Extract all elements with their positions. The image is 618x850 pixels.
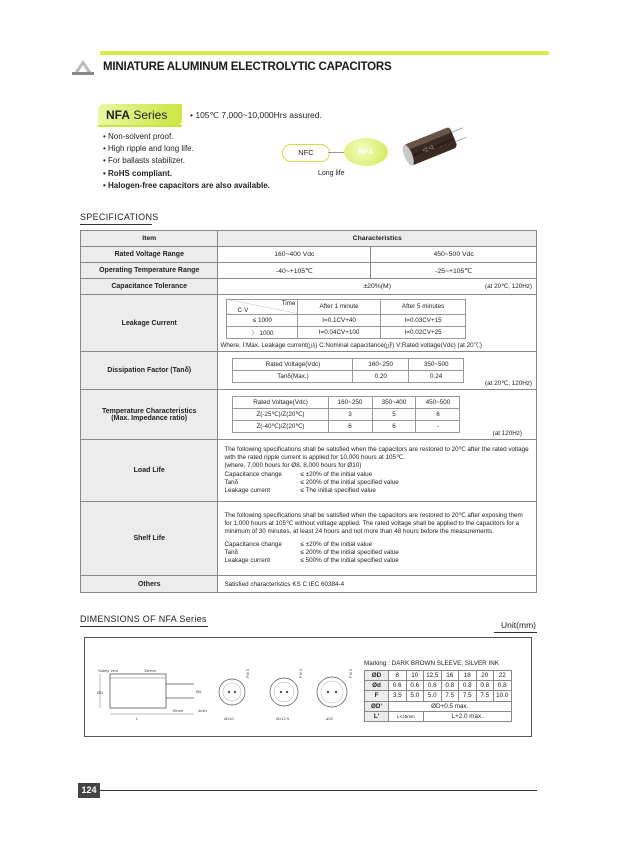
table-row (81, 502, 537, 576)
load-life-text: The following specifications shall be satisfied when the capacitors are restored to 20℃ after the rated voltage with the rated ripple current is applied for 10,000 hours at 105℃. (224, 445, 529, 461)
page-number: 124 (78, 783, 100, 798)
sl-key: Tanδ (224, 548, 239, 556)
dim-cell: 0.8 (494, 681, 512, 691)
ll-val: ≤ The initial specified value (300, 487, 376, 495)
df-range-1: 160~250 (353, 359, 408, 371)
feature-item: • Non-solvent proof. (103, 132, 174, 141)
dim-header-D: ØD (365, 671, 389, 681)
series-name: NFA (106, 108, 130, 122)
flow-from-badge: NFC (282, 144, 330, 162)
length-label: L (136, 716, 139, 721)
specifications-heading-underline (80, 224, 152, 225)
flow-caption: Long life (318, 170, 345, 177)
dissipation-subtable (232, 358, 464, 383)
ll-val: ≤ 200% of the initial specified value (300, 478, 399, 486)
sl-val: ≤ 200% of the initial specified value (300, 548, 399, 556)
dim-header-Lp-label: L' (373, 712, 380, 720)
table-row (81, 576, 537, 593)
dim-cell: 0.8 (441, 681, 459, 691)
life-assured: • 105℃ 7,000~10,000Hrs assured. (190, 110, 322, 120)
temperature-note: (at 120Hz) (492, 430, 522, 437)
dim-cell: 0.6 (389, 681, 407, 691)
op-temp-label: Operating Temperature Range (81, 263, 218, 279)
page-title: MINIATURE ALUMINUM ELECTROLYTIC CAPACITORS (103, 61, 392, 73)
dimensions-heading: DIMENSIONS OF NFA Series (80, 614, 207, 624)
pitch-label: P±0.5 (299, 668, 303, 678)
leakage-note: Where, I:Max. Leakage current(㎂) C:Nominal capacitance(㎌) V:Rated voltage(Vdc) (at 20℃) (220, 341, 482, 349)
after-1min-header: After 1 minute (298, 299, 380, 314)
table-row (81, 295, 537, 352)
table-row (81, 352, 537, 390)
df-range-2: 350~500 (408, 359, 464, 371)
specifications-heading: SPECIFICATIONS (80, 212, 159, 222)
feature-item: • High ripple and long life. (103, 144, 194, 154)
dim-header-Lp (365, 711, 389, 721)
dim-cell: 5.0 (424, 691, 442, 701)
specifications-table (80, 230, 537, 593)
shelf-life-text: The following specifications shall be satisfied when the capacitors are restored to 20℃ after exposing them for 1,000 hours at 105℃ without voltage applied. The rated voltage shall be applied to the capacitors for a minimum of 30 minutes, at least 24 hours and not more than 48 hours before the measurements. (224, 511, 523, 536)
tc-range-2: 350~400 (372, 397, 416, 409)
dim-cell: 7.5 (441, 691, 459, 701)
table-row (81, 247, 537, 263)
temperature-label-line-1: Temperature Characteristics (102, 407, 197, 415)
table-row (81, 390, 537, 440)
unit-label: Unit(mm) (501, 620, 536, 630)
flow-to-badge: NFA (344, 138, 388, 166)
tc-value: 6 (372, 421, 416, 433)
dim-cell: 0.6 (406, 681, 424, 691)
feature-list (103, 131, 270, 192)
shelf-life-cell (218, 502, 537, 576)
dim-cell: 10 (406, 671, 424, 681)
after-5min-header: After 5 minutes (380, 299, 466, 314)
dim-cell: 22 (494, 671, 512, 681)
feature-item-bold: • RoHS compliant. (103, 168, 173, 178)
feature-item-bold: • Halogen-free capacitors are also available. (103, 180, 270, 190)
tc-voltage-header: Rated Voltage(Vdc) (233, 397, 328, 409)
series-badge-underline (98, 125, 182, 127)
load-life-text-2: (where, 7,000 hours for Ø8, 8,000 hours for Ø10) (224, 462, 362, 470)
df-value-2: 0.24 (408, 371, 464, 383)
dim-cell-Dp: ØD+0.5 max. (389, 701, 512, 711)
tc-value: 3 (328, 409, 372, 421)
leak-1min-1: I=0.1CV+40 (298, 314, 380, 326)
safety-vent-label: Safety vent (98, 668, 119, 673)
temperature-label-line-2: (Max. Impedance ratio) (111, 414, 188, 422)
table-row (81, 279, 537, 295)
dim-cell: 10.0 (494, 691, 512, 701)
brand-logo-icon (70, 58, 96, 76)
leak-1min-2: I=0.04CV+100 (298, 326, 380, 338)
cv-time-corner (227, 299, 298, 314)
load-life-cell (218, 440, 537, 502)
cv-range-2: 〉 1000 (227, 326, 298, 338)
table-header-row (81, 231, 537, 247)
min-15-label: 15mm (172, 708, 184, 713)
dimensions-table (364, 670, 512, 722)
leakage-label: Leakage Current (81, 295, 218, 352)
capacitor-dimension-drawing (94, 660, 356, 726)
dissipation-cell (218, 352, 537, 390)
leakage-cell (218, 295, 537, 352)
ll-key: Leakage current (224, 487, 270, 495)
rated-voltage-label: Rated Voltage Range (81, 247, 218, 263)
dim-cell: 16 (441, 671, 459, 681)
table-row (365, 691, 512, 701)
dim-cell: 12.5 (424, 671, 442, 681)
cv-range-1: ≤ 1000 (227, 314, 298, 326)
unit-underline (494, 632, 537, 633)
tc-range-1: 160~250 (328, 397, 372, 409)
dim-header-Dp: ØD' (365, 701, 389, 711)
dim-cell: 8 (389, 671, 407, 681)
tc-value: 5 (372, 409, 416, 421)
table-row (365, 671, 512, 681)
pitch-label: P±0.5 (246, 668, 250, 678)
shelf-life-label: Shelf Life (81, 502, 218, 576)
tc-value: 6 (416, 409, 460, 421)
drawing-label-d125: Ø≥12.5 (276, 716, 290, 721)
table-row (365, 681, 512, 691)
op-temp-value-1: -40~+105℃ (218, 263, 371, 279)
drawing-label-d10: Ø≤10 (224, 716, 234, 721)
rated-voltage-value-1: 160~400 Vdc (218, 247, 371, 263)
ll-val: ≤ ±20% of the initial value (300, 470, 373, 478)
dim-cell: 5.0 (406, 691, 424, 701)
dim-cell: 0.8 (476, 681, 494, 691)
dim-cell: 3.5 (389, 691, 407, 701)
cap-tol-value: ±20%(M) (363, 283, 391, 290)
others-label: Others (81, 576, 218, 593)
temperature-label (81, 390, 218, 440)
op-temp-value-2: -25~+105℃ (371, 263, 537, 279)
others-value: Satisfied characteristics KS C IEC 60384-4 (218, 576, 537, 593)
drawing-label-d20: ø20 (326, 716, 333, 721)
dim-cell: 7.5 (476, 691, 494, 701)
wire-label: Ød (196, 689, 202, 694)
leakage-subtable (226, 299, 466, 339)
load-life-label: Load Life (81, 440, 218, 502)
dim-cell: 0.6 (424, 681, 442, 691)
dim-cell: 20 (476, 671, 494, 681)
flow-arrow (328, 152, 344, 153)
df-voltage-header: Rated Voltage(Vdc) (233, 359, 353, 371)
tc-value: 6 (328, 421, 372, 433)
tc-ratio-25: Z(-25℃)/Z(20℃) (233, 409, 328, 421)
cv-label: C·V (237, 306, 249, 314)
ll-key: Capacitance change (224, 470, 282, 478)
sleeve-label: Sleeve (144, 668, 157, 673)
pitch-label: P±0.5 (349, 668, 353, 678)
dim-cell: 18 (459, 671, 477, 681)
dim-cell-Lp-condition: L<15mm (389, 711, 424, 721)
df-tan-label: Tanδ(Max.) (233, 371, 353, 383)
time-label: Time (281, 299, 296, 307)
table-row (81, 440, 537, 502)
diameter-label: ØD (97, 690, 103, 695)
dim-header-F: F (365, 691, 389, 701)
cap-tol-note: (at 20℃, 120Hz) (485, 283, 532, 290)
ll-key: Tanδ (224, 478, 239, 486)
cap-tol-cell (218, 279, 537, 295)
temperature-subtable (232, 396, 460, 433)
tc-value: - (416, 421, 460, 433)
marking-note: Marking : DARK BROWN SLEEVE, SILVER INK (364, 660, 499, 667)
table-row (365, 711, 512, 721)
tc-range-3: 450~500 (416, 397, 460, 409)
leak-5min-1: I=0.03CV+15 (380, 314, 466, 326)
dissipation-label: Dissipation Factor (Tanδ) (81, 352, 218, 390)
rated-voltage-value-2: 450~500 Vdc (371, 247, 537, 263)
feature-item: • For ballasts stabilizer. (103, 156, 185, 166)
dimensions-heading-underline (80, 626, 208, 627)
leak-5min-2: I=0.02CV+25 (380, 326, 466, 338)
capacitor-photo-icon (400, 124, 468, 170)
col-characteristics-header: Characteristics (218, 231, 537, 247)
svg-text:◁ ◁: ◁ ◁ (421, 144, 435, 155)
table-row (81, 263, 537, 279)
cap-tol-label: Capacitance Tolerance (81, 279, 218, 295)
sl-val: ≤ 500% of the initial specified value (300, 557, 399, 565)
series-title (106, 108, 167, 122)
sl-val: ≤ ±20% of the initial value (300, 540, 373, 548)
temperature-cell (218, 390, 537, 440)
table-row (365, 701, 512, 711)
dim-header-d: Ød (365, 681, 389, 691)
tc-ratio-40: Z(-40℃)/Z(20℃) (233, 421, 328, 433)
col-item-header: Item (81, 231, 218, 247)
dissipation-note: (at 20℃, 120Hz) (485, 380, 532, 387)
dim-cell-Lp: L+2.0 max. (424, 711, 512, 721)
header-accent-bar (100, 51, 549, 55)
footer-line (100, 790, 537, 791)
df-value-1: 0.20 (353, 371, 408, 383)
sl-key: Leakage current (224, 557, 270, 565)
dim-cell: 0.8 (459, 681, 477, 691)
min-4-label: 4min (198, 708, 207, 713)
dim-cell: 7.5 (459, 691, 477, 701)
sl-key: Capacitance change (224, 540, 282, 548)
series-suffix: Series (133, 108, 168, 122)
